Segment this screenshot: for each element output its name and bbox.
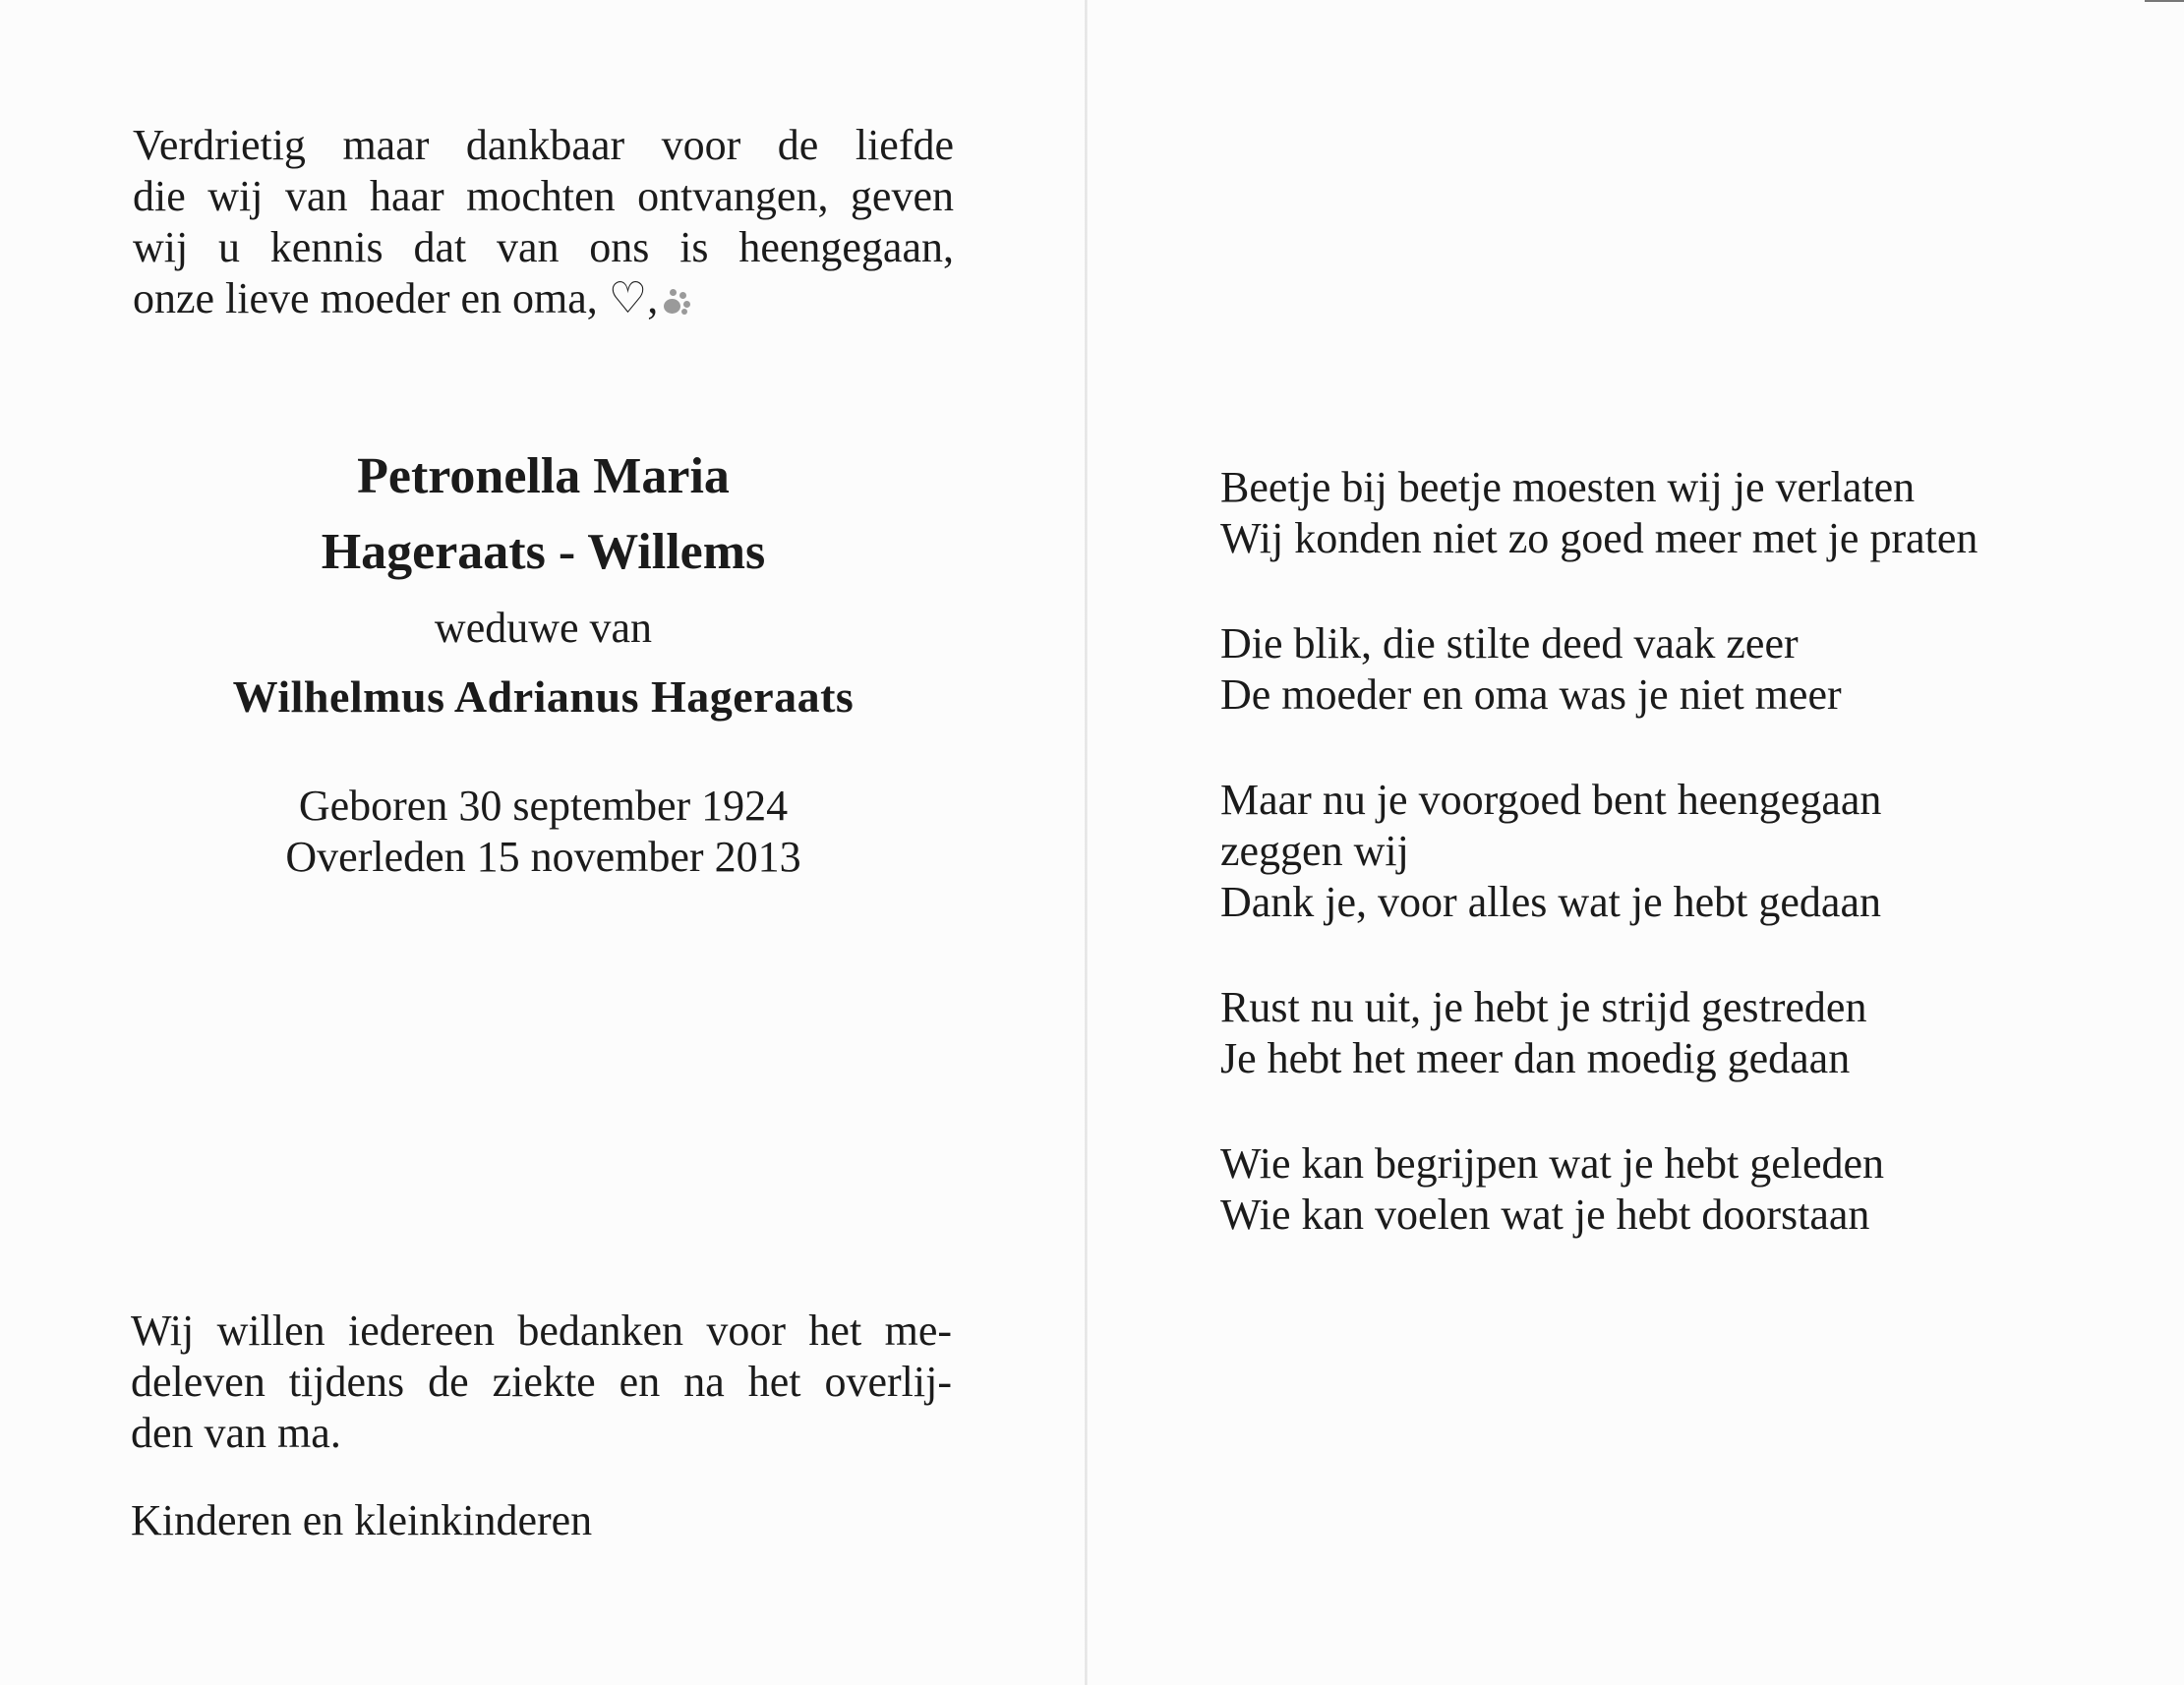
poem-verse: Wij konden niet zo goed meer met je praten [1220, 514, 1978, 562]
poem-verse: Maar nu je voorgoed bent heengegaan [1220, 776, 1882, 824]
widow-label: weduwe van [434, 604, 653, 652]
poem-verse: Dank je, voor alles wat je hebt gedaan [1220, 878, 1881, 926]
intro-line-last [133, 273, 954, 324]
poem-verse: Die blik, die stilte deed vaak zeer [1220, 619, 1799, 668]
thanks-line: Wij willen iedereen bedanken voor het me- [131, 1307, 952, 1355]
intro-line: die wij van haar mochten ontvangen, geven [133, 172, 954, 220]
poem-verse: Wie kan begrijpen wat je hebt geleden [1220, 1139, 1885, 1188]
thanks-line: den van ma. [131, 1409, 341, 1457]
paw-print-icon [662, 287, 695, 317]
poem-stanza [1220, 1138, 2105, 1241]
intro-line: Verdrietig maar dankbaar voor de liefde [133, 121, 954, 169]
intro-text [133, 120, 954, 324]
poem-verse: Je hebt het meer dan moedig gedaan [1220, 1034, 1851, 1082]
intro-line: wij u kennis dat van ons is heengegaan, [133, 223, 954, 271]
poem-verse: Rust nu uit, je hebt je strijd gestreden [1220, 983, 1867, 1031]
thanks-text [131, 1306, 952, 1459]
poem-stanza [1220, 618, 2105, 721]
birth-date: Geboren 30 september 1924 [298, 782, 789, 830]
poem [1220, 462, 2105, 1295]
signature: Kinderen en kleinkinderen [131, 1496, 593, 1544]
card-fold-line [1085, 0, 1088, 1685]
poem-verse: Beetje bij beetje moesten wij je verlaten [1220, 463, 1916, 511]
intro-line-text: onze lieve moeder en oma, ♡, [133, 274, 659, 322]
poem-verse: Wie kan voelen wat je hebt doorstaan [1220, 1191, 1870, 1239]
poem-verse: zeggen wij [1220, 827, 1409, 875]
deceased-first-names: Petronella Maria [357, 448, 730, 504]
deceased-surnames: Hageraats - Willems [321, 524, 766, 580]
death-date: Overleden 15 november 2013 [285, 833, 801, 881]
poem-verse: De moeder en oma was je niet meer [1220, 670, 1842, 719]
poem-stanza [1220, 982, 2105, 1084]
poem-stanza [1220, 462, 2105, 564]
thanks-line: deleven tijdens de ziekte en na het overlij- [131, 1358, 952, 1406]
husband-name: Wilhelmus Adrianus Hageraats [232, 671, 855, 722]
edge-mark [2145, 0, 2184, 2]
poem-stanza [1220, 775, 2105, 928]
